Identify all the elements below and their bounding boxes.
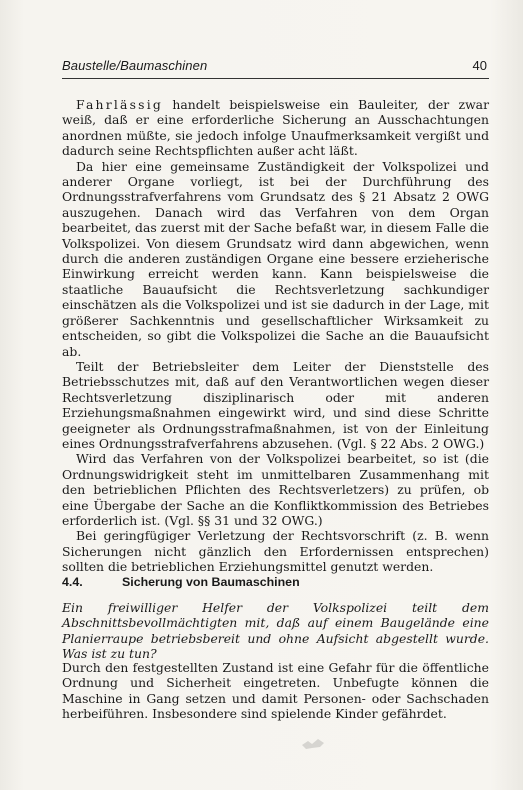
- page-number: 40: [472, 58, 487, 73]
- paragraph-4: Wird das Verfahren von der Volkspolizei bearbeitet, so ist (die Ordnungswidrigkeit steht im unmittelbaren Zusammenhang mit den betrieblichen Pflichten des Rechtsverletzers) zu prüfen, ob eine Übergabe der Sache an die Konfliktkommission des Betriebes erforderlich ist. (Vgl. §§ 31 und 32 OWG.): [62, 451, 489, 528]
- paragraph-1-text: handelt beispielsweise ein Bauleiter, der zwar weiß, daß er eine erforderliche Sicherung an Ausschachtungen anordnen müßte, sie jedoch infolge Unaufmerksamkeit vergißt und dadurch seine Rechtspflichten außer acht läßt.: [62, 97, 489, 159]
- emphasized-term: Fahrlässig: [76, 97, 164, 112]
- paragraph-3: Teilt der Betriebsleiter dem Leiter der Dienststelle des Betriebsschutzes mit, daß auf den Verantwortlichen wegen dieser Rechtsverletzung disziplinarisch oder mit anderen Erziehungsmaßnahmen eingewirkt wird, und sind diese Schritte geeigneter als Ordnungsstrafmaßnahmen, ist von der Einleitung eines Ordnungsstrafverfahrens abzusehen. (Vgl. § 22 Abs. 2 OWG.): [62, 358, 489, 451]
- paragraph-5: Bei geringfügiger Verletzung der Rechtsvorschrift (z. B. wenn Sicherungen nicht gänzlich den Erfordernissen entsprechen) sollten die betrieblichen Erziehungsmittel genutzt werden.: [62, 528, 489, 575]
- section-title: Sicherung von Baumaschinen: [122, 575, 300, 589]
- section-heading: [62, 575, 489, 589]
- case-answer: Durch den festgestellten Zustand ist eine Gefahr für die öffentliche Ordnung und Sicherheit eingetreten. Unbefugte können die Maschine in Gang setzen und damit Personen- oder Sachschaden herbeiführen. Insbesondere sind spielende Kinder gefährdet.: [62, 660, 489, 722]
- paragraph-1: [62, 97, 489, 159]
- print-smudge: [300, 735, 326, 751]
- running-header: [62, 56, 489, 79]
- paragraph-2: Da hier eine gemeinsame Zuständigkeit der Volkspolizei und anderer Organe vorliegt, ist bei der Durchführung des Ordnungsstrafverfahrens vom Grundsatz des § 21 Absatz 2 OWG auszugehen. Danach wird das Verfahren von dem Organ bearbeitet, das zuerst mit der Sache befaßt war, in diesem Falle die Volkspolizei. Von diesem Grundsatz wird dann abgewichen, wenn durch die anderen zuständigen Organe eine bessere erzieherische Einwirkung erreicht werden kann. Kann beispielsweise die staatliche Bauaufsicht die Rechtsverletzung sachkundiger einschätzen als die Volkspolizei und ist sie dadurch in der Lage, mit größerer Sachkenntnis und gesellschaftlicher Wirksamkeit zu entscheiden, so gibt die Volkspolizei die Sache an die Bauaufsicht ab.: [62, 158, 489, 359]
- body-text: [62, 97, 489, 575]
- running-header-title: Baustelle/Baumaschinen: [62, 58, 208, 73]
- case-question: Ein freiwilliger Helfer der Volkspolizei teilt dem Abschnittsbevollmächtigten mit, daß auf einem Baugelände eine Planierraupe betriebsbereit und ohne Aufsicht abgestellt wurde. Was ist zu tun?: [62, 600, 489, 662]
- section-number: 4.4.: [62, 575, 83, 589]
